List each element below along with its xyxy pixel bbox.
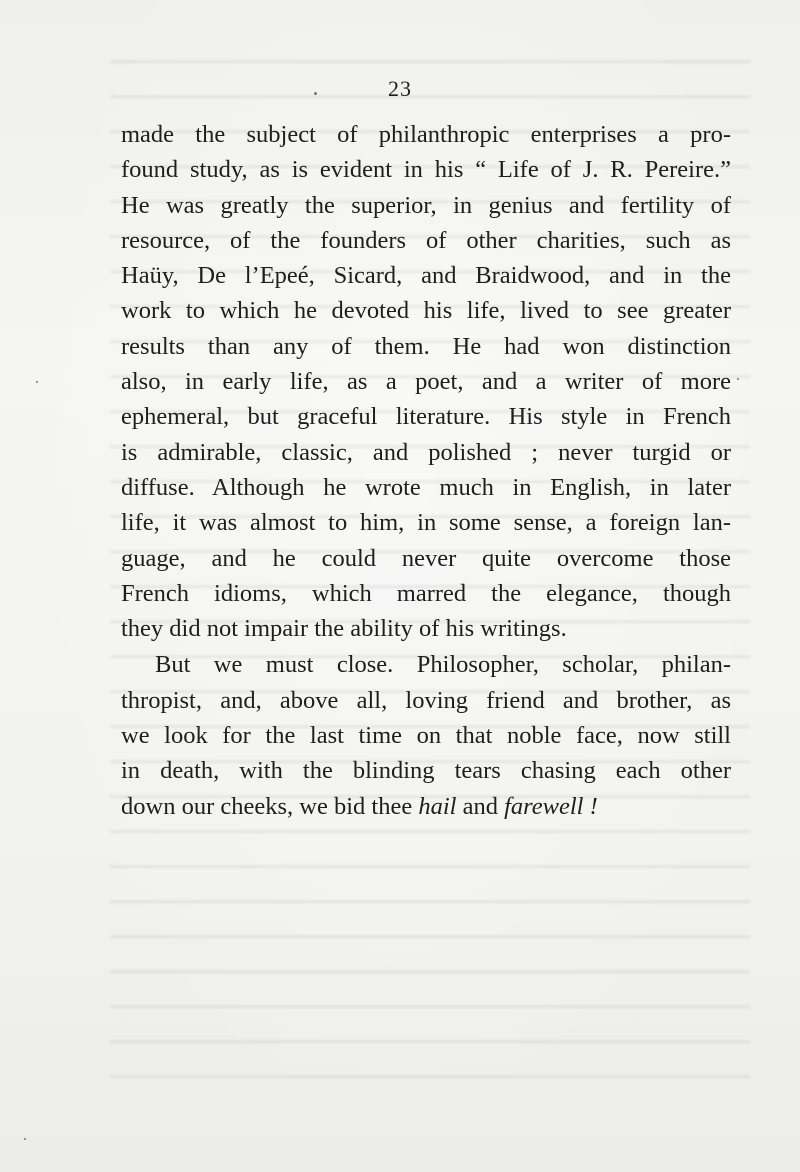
text-line: But we must close. Philosopher, scholar, philan- xyxy=(155,651,731,679)
text-line: work to which he devoted his life, lived to see greater xyxy=(121,297,731,325)
emphasis-farewell: farewell ! xyxy=(504,792,598,820)
text-line: resource, of the founders of other charities, such as xyxy=(121,226,731,254)
paragraph-1 xyxy=(121,117,731,646)
closing-text: down our cheeks, we bid thee xyxy=(121,792,419,820)
emphasis-hail: hail xyxy=(418,792,457,820)
text-line: results than any of them. He had won distinction xyxy=(121,332,731,360)
text-line: thropist, and, above all, loving friend and brother, as xyxy=(121,686,731,714)
ink-speck xyxy=(737,378,739,380)
ink-speck xyxy=(24,1138,26,1140)
text-line: also, in early life, as a poet, and a writer of more xyxy=(121,368,731,396)
text-line: in death, with the blinding tears chasing each other xyxy=(121,757,731,785)
text-line: life, it was almost to him, in some sense, a foreign lan- xyxy=(121,509,731,537)
text-line: ephemeral, but graceful literature. His style in French xyxy=(121,403,731,431)
closing-connector: and xyxy=(456,792,505,820)
text-line: made the subject of philanthropic enterprises a pro- xyxy=(121,121,731,148)
text-line: found study, as is evident in his “ Life of J. R. Pereire.” xyxy=(121,156,731,184)
text-line: is admirable, classic, and polished ; never turgid or xyxy=(121,438,731,466)
text-line: French idioms, which marred the elegance, though xyxy=(121,579,731,607)
paragraph-2 xyxy=(121,647,731,823)
text-line: He was greatly the superior, in genius and fertility of xyxy=(121,191,731,219)
text-line: we look for the last time on that noble face, now still xyxy=(121,722,731,750)
text-line: guage, and he could never quite overcome those xyxy=(121,544,731,572)
ink-speck xyxy=(36,381,38,383)
page-number: 23 xyxy=(388,76,412,101)
text-line: Haüy, De l’Epeé, Sicard, and Braidwood, and in the xyxy=(121,262,731,290)
text-line: they did not impair the ability of his writings. xyxy=(121,615,567,643)
closing-line xyxy=(121,789,731,824)
text-line: diffuse. Although he wrote much in English, in later xyxy=(121,473,731,501)
body-text xyxy=(121,117,731,824)
